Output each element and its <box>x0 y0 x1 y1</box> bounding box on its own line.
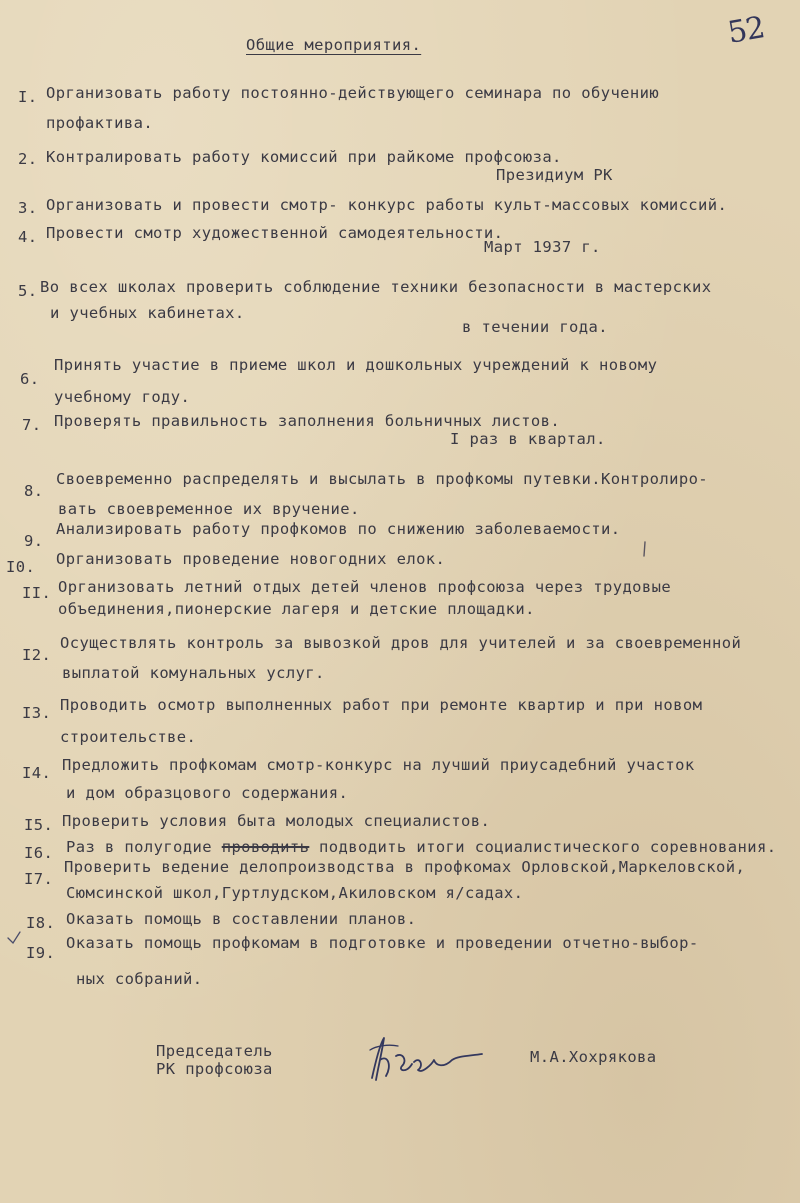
list-item-15: Проверить условия быта молодых специалистов. <box>62 812 491 830</box>
list-item-16 <box>66 840 776 856</box>
item-number: 6. <box>20 370 40 388</box>
list-item-3: Организовать и провести смотр- конкурс работы культ-массовых комиссий. <box>46 196 728 214</box>
list-item-5-line1: Во всех школах проверить соблюдение техники безопасности в мастерских <box>40 278 712 296</box>
struck-word: проводить <box>221 838 310 856</box>
item-number: I2. <box>22 646 52 664</box>
list-item-12-line1: Осуществлять контроль за вывозкой дров для учителей и за своевременной <box>60 634 742 652</box>
item-number: I. <box>18 88 38 106</box>
item-number: 3. <box>18 199 38 217</box>
list-item-19-line1: Оказать помощь профкомам в подготовке и проведении отчетно-выбор- <box>66 934 699 952</box>
list-item-2-responsible: Президиум РК <box>496 166 613 184</box>
list-item-14-line2: и дом образцового содержания. <box>66 784 349 802</box>
item-number: 9. <box>24 532 44 550</box>
list-item-4: Провести смотр художественной самодеятельности. <box>46 224 504 242</box>
item-number: I8. <box>26 914 56 932</box>
list-item-14-line1: Предложить профкомам смотр-конкурс на лучший приусадебний участок <box>62 756 695 774</box>
list-item-9: Анализировать работу профкомов по снижению заболеваемости. <box>56 520 621 538</box>
list-item-11-line1: Организовать летний отдых детей членов профсоюза через трудовые <box>58 578 672 596</box>
item-number: 4. <box>18 228 38 246</box>
list-item-2: Контралировать работу комиссий при райкоме профсоюза. <box>46 148 562 166</box>
list-item-8-line1: Своевременно распределять и высылать в профкомы путевки.Контролиро- <box>56 470 709 488</box>
list-item-8-line2: вать своевременное их вручение. <box>58 500 360 518</box>
item-number: 8. <box>24 482 44 500</box>
item-number: I4. <box>22 764 52 782</box>
list-item-5-line2: и учебных кабинетах. <box>50 304 245 322</box>
list-item-7: Проверять правильность заполнения больничных листов. <box>54 412 561 430</box>
list-item-10: Организовать проведение новогодних елок. <box>56 550 446 568</box>
item-number: I9. <box>26 944 56 962</box>
signatory-role-line1: Председатель <box>156 1042 273 1060</box>
item-number: I0. <box>6 558 36 576</box>
list-item-17-line2: Сюмсинской школ,Гуртлудском,Акиловском я/садах. <box>66 884 524 902</box>
list-item-6-line1: Принять участие в приеме школ и дошкольных учреждений к новому <box>54 356 658 374</box>
item-number: 2. <box>18 150 38 168</box>
item-number: II. <box>22 584 52 602</box>
list-item-16-suffix: подводить итоги социалистического соревнования. <box>319 838 777 856</box>
list-item-7-frequency: I раз в квартал. <box>450 430 606 448</box>
item-number: I5. <box>24 816 54 834</box>
signatory-name: М.А.Хохрякова <box>530 1048 657 1066</box>
page-number: 52 <box>725 10 767 51</box>
margin-check-mark <box>6 930 22 946</box>
list-item-18: Оказать помощь в составлении планов. <box>66 910 417 928</box>
item-number: I3. <box>22 704 52 722</box>
item-number: I7. <box>24 870 54 888</box>
list-item-12-line2: выплатой комунальных услуг. <box>62 664 325 682</box>
list-item-13-line2: строительстве. <box>60 728 197 746</box>
list-item-1-line2: профактива. <box>46 114 154 132</box>
list-item-17-line1: Проверить ведение делопроизводства в профкомах Орловской,Маркеловской, <box>64 858 746 876</box>
pencil-tick-mark <box>640 540 650 560</box>
document-title: Общие мероприятия. <box>246 36 422 54</box>
signatory-role-line2: РК профсоюза <box>156 1060 273 1078</box>
item-number: 5. <box>18 282 38 300</box>
list-item-1-line1: Организовать работу постоянно-действующего семинара по обучению <box>46 84 660 102</box>
item-number: I6. <box>24 844 54 862</box>
list-item-19-line2: ных собраний. <box>76 970 203 988</box>
list-item-11-line2: объединения,пионерские лагеря и детские площадки. <box>58 600 535 618</box>
handwritten-signature <box>362 1030 492 1090</box>
list-item-6-line2: учебному году. <box>54 388 191 406</box>
list-item-13-line1: Проводить осмотр выполненных работ при ремонте квартир и при новом <box>60 696 703 714</box>
list-item-5-date: в течении года. <box>462 318 608 336</box>
item-number: 7. <box>22 416 42 434</box>
list-item-4-date: Март 1937 г. <box>484 238 601 256</box>
list-item-16-prefix: Раз в полугодие <box>66 838 212 856</box>
